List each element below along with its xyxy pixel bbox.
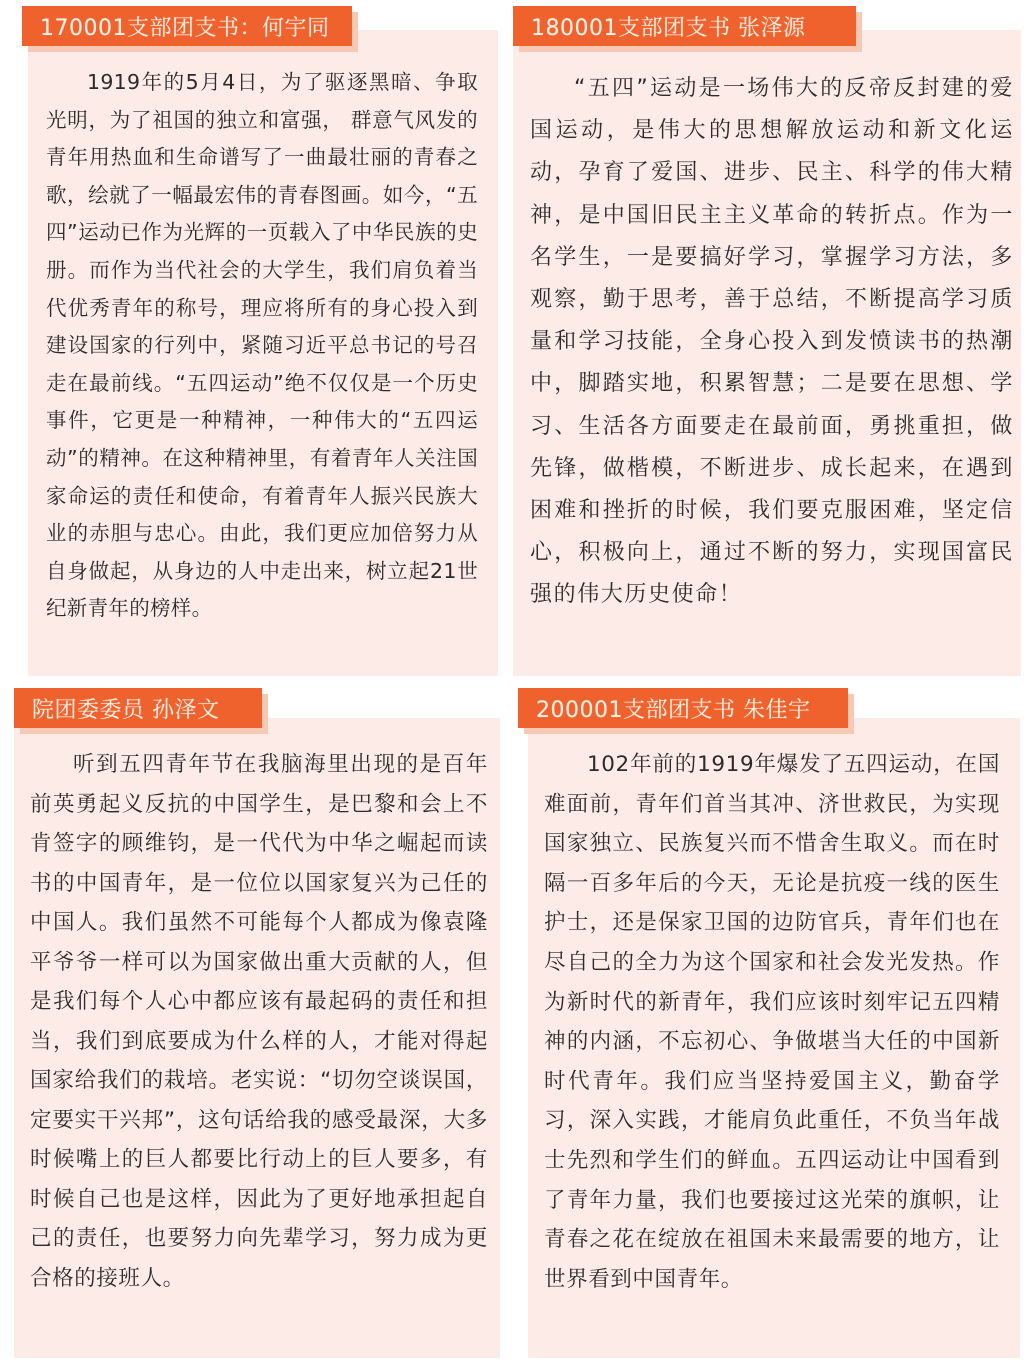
card-4-heading: 200001支部团支书 朱佳宇: [518, 688, 848, 728]
card-4-body: 102年前的1919年爆发了五四运动，在国难面前，青年们首当其冲、济世救民，为实现国家独立、民族复兴而不惜舍生取义。而在时隔一百多年后的今天，无论是抗疫一线的医生护士，还是保家卫国的边防官兵，青年们也在尽自己的全力为这个国家和社会发光发热。作为新时代的新青年，我们应该时刻牢记五四精神的内涵，不忘初心、争做堪当大任的中国新时代青年。我们应当坚持爱国主义，勤奋学习，深入实践，才能肩负此重任，不负当年战士先烈和学生们的鲜血。五四运动让中国看到了青年力量，我们也要接过这光荣的旗帜，让青春之花在绽放在祖国未来最需要的地方，让世界看到中国青年。: [544, 752, 1000, 1292]
card-2-heading: 180001支部团支书 张泽源: [513, 6, 856, 46]
card-2-body: “五四”运动是一场伟大的反帝反封建的爱国运动，是伟大的思想解放运动和新文化运动，孕育了爱国、进步、民主、科学的伟大精神，是中国旧民主主义革命的转折点。作为一名学生，一是要搞好学习，掌握学习方法，多观察，勤于思考，善于总结，不断提高学习质量和学习技能，全身心投入到发愤读书的热潮中，脚踏实地，积累智慧；二是要在思想、学习、生活各方面要走在最前面，勇挑重担，做先锋，做楷模，不断进步、成长起来，在遇到困难和挫折的时候，我们要克服困难，坚定信心，积极向上，通过不断的努力，实现国富民强的伟大历史使命！: [530, 76, 1014, 608]
card-1-body: 1919年的5月4日，为了驱逐黑暗、争取光明，为了祖国的独立和富强， 群意气风发的青年用热血和生命谱写了一曲最壮丽的青春之歌，绘就了一幅最宏伟的青春图画。如今，“五四”运动已作为光辉的一页载入了中华民族的史册。而作为当代社会的大学生，我们肩负着当代优秀青年的称号，理应将所有的身心投入到建设国家的行列中，紧随习近平总书记的号召走在最前线。“五四运动”绝不仅仅是一个历史事件，它更是一种精神，一种伟大的“五四运动”的精神。在这种精神里，有着青年人关注国家命运的责任和使命，有着青年人振兴民族大业的赤胆与忠心。由此，我们更应加倍努力从自身做起，从身边的人中走出来，树立起21世纪新青年的榜样。: [46, 70, 478, 621]
card-3-heading: 院团委委员 孙泽文: [14, 688, 262, 728]
card-3-body: 听到五四青年节在我脑海里出现的是百年前英勇起义反抗的中国学生，是巴黎和会上不肯签字的顾维钧，是一代代为中华之崛起而读书的中国青年，是一位位以国家复兴为己任的中国人。我们虽然不可能每个人都成为像袁隆平爷爷一样可以为国家做出重大贡献的人，但是我们每个人心中都应该有最起码的责任和担当，我们到底要成为什么样的人，才能对得起国家给我们的栽培。老实说：“切勿空谈误国，定要实干兴邦”，这句话给我的感受最深，大多时候嘴上的巨人都要比行动上的巨人要多，有时候自己也是这样，因此为了更好地承担起自己的责任，也要努力向先辈学习，努力成为更合格的接班人。: [30, 752, 488, 1291]
card-1-heading: 170001支部团支书：何宇同: [22, 6, 352, 46]
